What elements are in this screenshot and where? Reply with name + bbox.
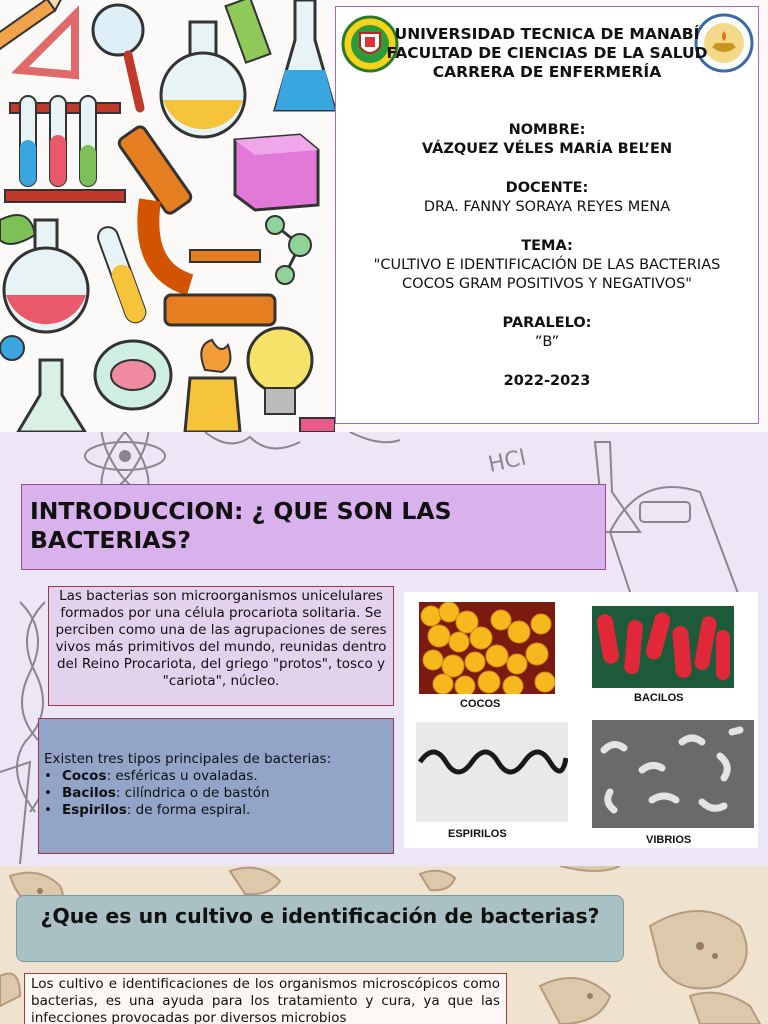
list-item (44, 785, 388, 802)
parallel-label: PARALELO: (502, 315, 592, 331)
science-illustration (0, 0, 335, 432)
magnifier-icon (93, 5, 143, 108)
cover-card (335, 6, 759, 424)
culture-title: ¿Que es un cultivo e identificación de bacterias? (16, 895, 624, 962)
type-name: Espirilos (62, 802, 127, 818)
student-name: VÁZQUEZ VÉLES MARÍA BEL’EN (421, 141, 673, 157)
topic-block (336, 237, 758, 294)
flask-green-icon (18, 360, 85, 432)
topic-label: TEMA: (521, 238, 573, 254)
culture-paragraph: Los cultivo e identificaciones de los organismos microscópicos como bacterias, es una ayuda para los tratamiento y cura, ya que las infecciones provocadas por diversos microbios (24, 973, 507, 1024)
cocos-image (419, 602, 555, 694)
molecule-icon (266, 216, 311, 284)
vibrios-caption: VIBRIOS (646, 834, 692, 846)
petri-dish-icon (95, 341, 171, 409)
cocos-caption: COCOS (460, 698, 501, 710)
name-label: NOMBRE: (508, 122, 586, 138)
parallel-block (336, 314, 758, 352)
type-description: : esféricas u ovaladas. (106, 768, 258, 784)
teacher-label: DOCENTE: (505, 180, 589, 196)
parallel-value: ”B” (534, 334, 560, 350)
topic-value: "CULTIVO E IDENTIFICACIÓN DE LAS BACTERIAS COCOS GRAM POSITIVOS Y NEGATIVOS" (373, 257, 721, 292)
list-item (44, 802, 388, 819)
bacteria-definition: Las bacterias son microorganismos unicelulares formados por una célula procariota solitaria. Se perciben como una de las agrupaciones de seres vivos más primitivos del mundo, reunidas dentro del Reino Procariota, del griego "protos", tosco y "cariota", núcleo. (48, 586, 394, 706)
light-bulb-icon (248, 328, 312, 414)
book-icon (300, 418, 335, 432)
vibrios-image (592, 720, 754, 828)
bacteria-types-box (38, 718, 394, 854)
culture-page (0, 866, 768, 1024)
green-ruler-icon (226, 0, 271, 63)
burner-icon (185, 340, 240, 432)
svg-text:HCl: HCl (486, 445, 529, 478)
list-item (44, 768, 388, 785)
leaf-icon (0, 215, 35, 244)
test-tube-rack-icon (5, 96, 125, 202)
type-description: : de forma espiral. (126, 802, 251, 818)
student-block (336, 121, 758, 159)
bacteria-types-list (44, 768, 388, 819)
espirilos-caption: ESPIRILOS (448, 828, 507, 840)
pencil-icon (0, 0, 67, 50)
academic-year: 2022-2023 (503, 373, 591, 389)
type-name: Cocos (62, 768, 107, 784)
institution-header (336, 25, 758, 82)
university-name: UNIVERSIDAD TECNICA DE MANABÍ (394, 25, 700, 43)
faculty-name: FACULTAD DE CIENCIAS DE LA SALUD (386, 44, 708, 62)
cube-icon (235, 135, 318, 210)
flask-yellow-icon (161, 22, 245, 137)
teacher-block (336, 179, 758, 217)
bead-icon (0, 336, 24, 360)
career-name: CARRERA DE ENFERMERÍA (432, 63, 662, 81)
flask-blue-icon (275, 0, 335, 110)
teacher-name: DRA. FANNY SORAYA REYES MENA (423, 199, 671, 215)
bacteria-images-panel (404, 592, 758, 848)
type-description: : cilíndrica o de bastón (115, 785, 270, 801)
bacilos-caption: BACILOS (634, 692, 684, 704)
introduction-page (0, 432, 768, 866)
introduction-title: INTRODUCCION: ¿ QUE SON LAS BACTERIAS? (21, 484, 606, 570)
cover-page (0, 0, 768, 432)
bacilos-image (592, 606, 734, 688)
types-intro: Existen tres tipos principales de bacterias: (44, 751, 332, 767)
espirilos-image (416, 722, 568, 822)
type-name: Bacilos (62, 785, 116, 801)
